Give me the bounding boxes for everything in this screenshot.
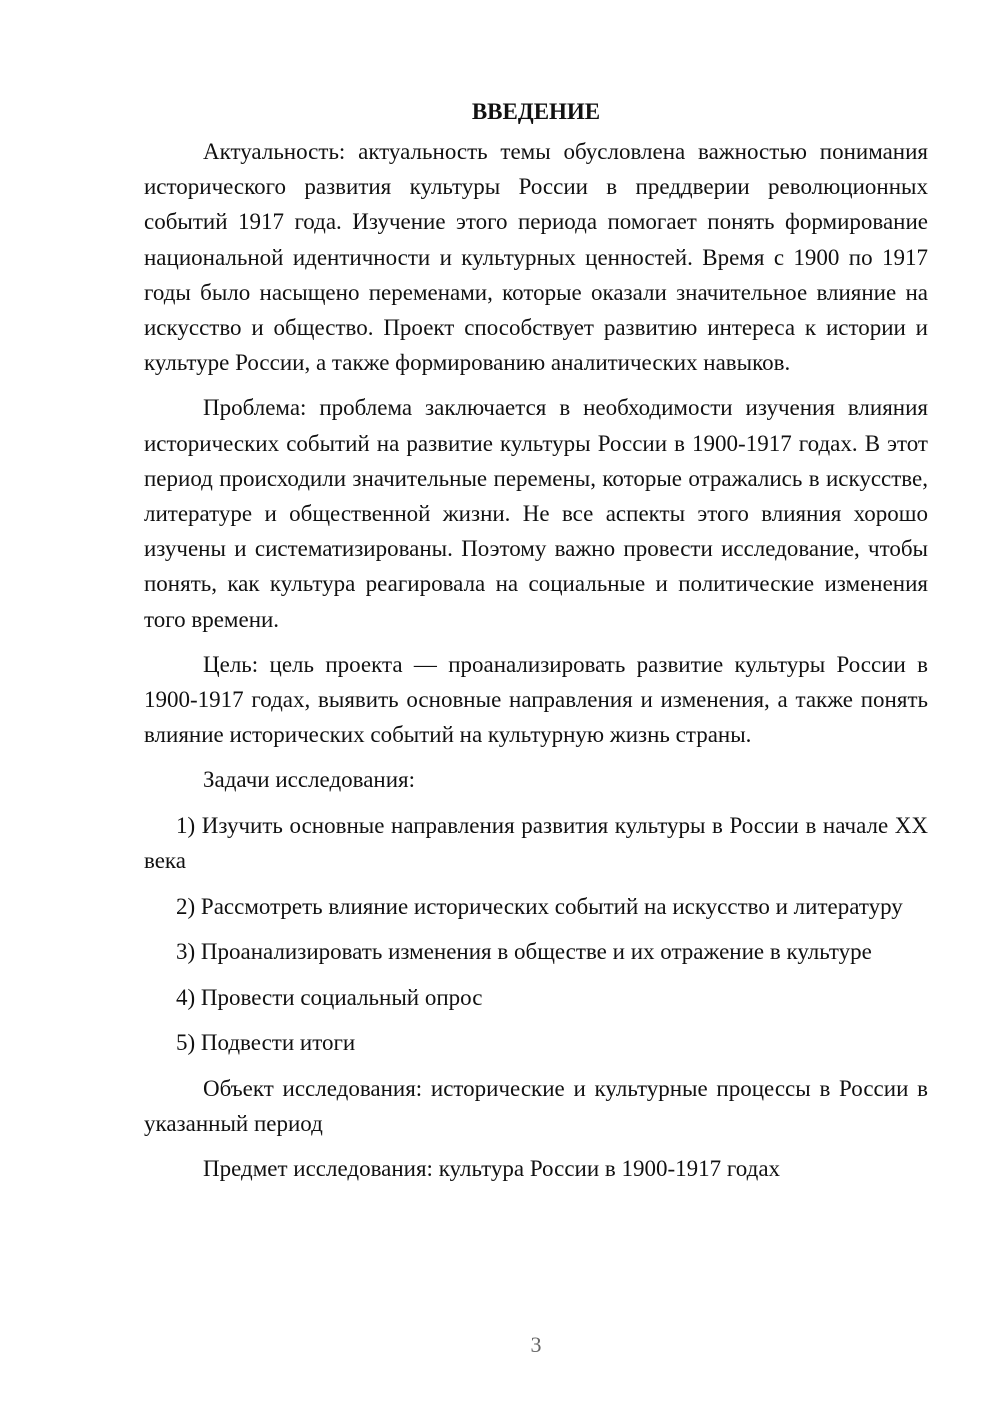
- subject-paragraph: Предмет исследования: культура России в 1900-1917 годах: [203, 1156, 781, 1182]
- task-item: 1) Изучить основные направления развития культуры в России в начале XX века: [144, 812, 928, 874]
- page-title: ВВЕДЕНИЕ: [471, 99, 601, 124]
- task-item: 3) Проанализировать изменения в обществе и их отражение в культуре: [176, 939, 872, 965]
- task-item: 5) Подвести итоги: [176, 1030, 356, 1056]
- tasks-heading: Задачи исследования:: [203, 767, 416, 793]
- object-paragraph: Объект исследования: исторические и культурные процессы в России в указанный период: [144, 1075, 928, 1136]
- task-item: 2) Рассмотреть влияние исторических событий на искусство и литературу: [176, 893, 903, 919]
- page-content: [144, 94, 928, 1186]
- task-item: 4) Провести социальный опрос: [176, 984, 483, 1010]
- page-number: 3: [530, 1332, 542, 1357]
- relevance-paragraph: Актуальность: актуальность темы обусловлена важностью понимания исторического развития культуры России в преддверии революционных событий 1917 года. Изучение этого периода помогает понять формирование национальной идентичности и культурных ценностей. Время с 1900 по 1917 годы было насыщено переменами, которые оказали значительное влияние на искусство и общество. Проект способствует развитию интереса к истории и культуре России, а также формированию аналитических навыков.: [144, 139, 928, 376]
- goal-paragraph: Цель: цель проекта — проанализировать развитие культуры России в 1900-1917 годах, выявить основные направления и изменения, а также понять влияние исторических событий на культурную жизнь страны.: [144, 651, 928, 748]
- problem-paragraph: Проблема: проблема заключается в необходимости изучения влияния исторических событий на развитие культуры России в 1900-1917 годах. В этот период происходили значительные перемены, которые отражались в искусстве, литературе и общественной жизни. Не все аспекты этого влияния хорошо изучены и систематизированы. Поэтому важно провести исследование, чтобы понять, как культура реагировала на социальные и политические изменения того времени.: [144, 395, 928, 632]
